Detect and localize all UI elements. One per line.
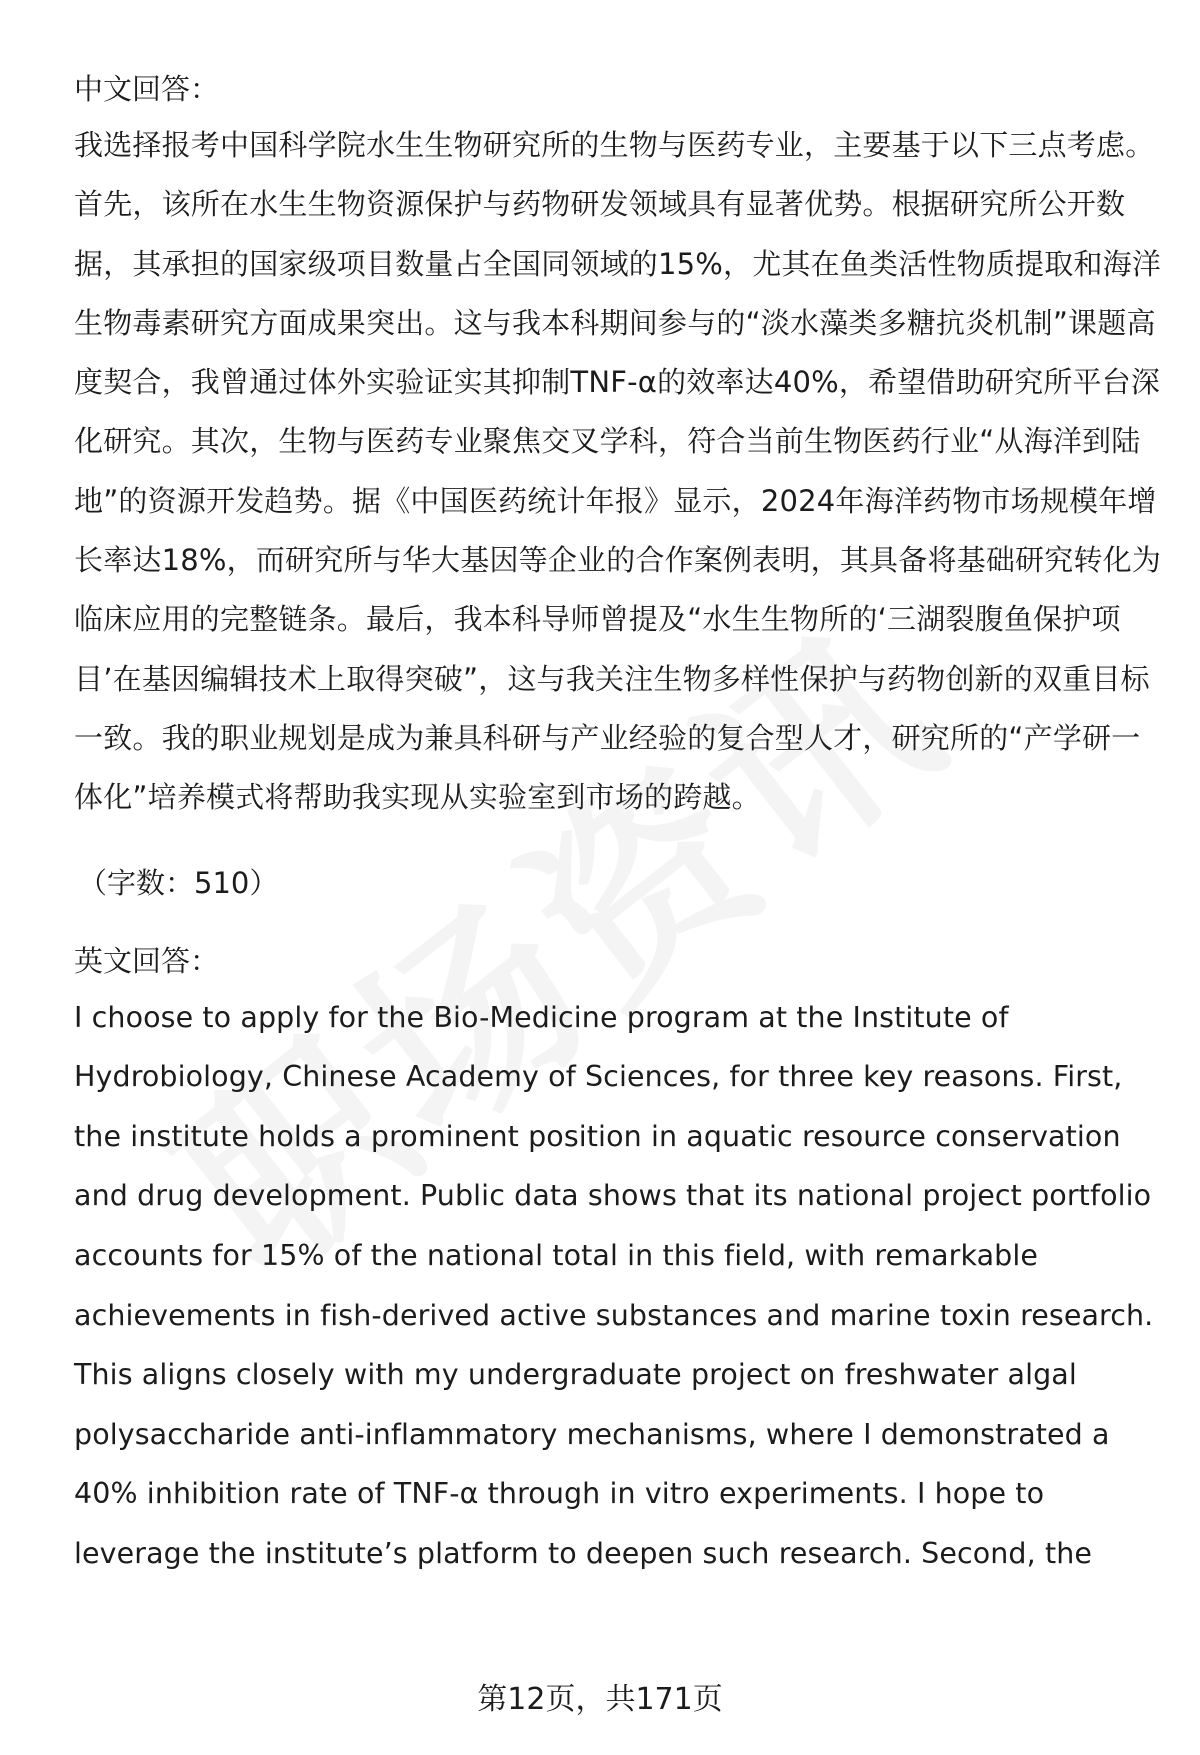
english-answer-label: 英文回答： — [74, 943, 220, 978]
english-answer-paragraph: I choose to apply for the Bio-Medicine program at the Institute of Hydrobiology, Chinese Academy of Sciences, for three key reasons. First, the institute holds a prominent position in aquatic resource conservation and drug development. Public data shows that its national project portfolio accounts for 15% of the national total in this field, with remarkable achievements in fish-derived active substances and marine toxin research. This aligns closely with my undergraduate project on freshwater algal polysaccharide anti-inflammatory mechanisms, where I demonstrated a 40% inhibition rate of TNF-α through in vitro experiments. I hope to leverage the institute’s platform to deepen such research. Second, the — [74, 1000, 1154, 1570]
chinese-answer-label: 中文回答： — [74, 72, 220, 106]
word-count: （字数：510） — [78, 865, 279, 900]
document-body — [74, 62, 1164, 1584]
chinese-answer-paragraph: 我选择报考中国科学院水生生物研究所的生物与医药专业，主要基于以下三点考虑。首先，该所在水生生物资源保护与药物研发领域具有显著优势。根据研究所公开数据，其承担的国家级项目数量占全国同领域的15%，尤其在鱼类活性物质提取和海洋生物毒素研究方面成果突出。这与我本科期间参与的“淡水藻类多糖抗炎机制”课题高度契合，我曾通过体外实验证实其抑制TNF-α的效率达40%，希望借助研究所平台深化研究。其次，生物与医药专业聚焦交叉学科，符合当前生物医药行业“从海洋到陆地”的资源开发趋势。据《中国医药统计年报》显示，2024年海洋药物市场规模年增长率达18%，而研究所与华大基因等企业的合作案例表明，其具备将基础研究转化为临床应用的完整链条。最后，我本科导师曾提及“水生生物所的‘三湖裂腹鱼保护项目’在基因编辑技术上取得突破”，这与我关注生物多样性保护与药物创新的双重目标一致。我的职业规划是成为兼具科研与产业经验的复合型人才，研究所的“产学研一体化”培养模式将帮助我实现从实验室到市场的跨越。 — [74, 128, 1162, 815]
page-indicator: 第12页，共171页 — [477, 1682, 723, 1717]
